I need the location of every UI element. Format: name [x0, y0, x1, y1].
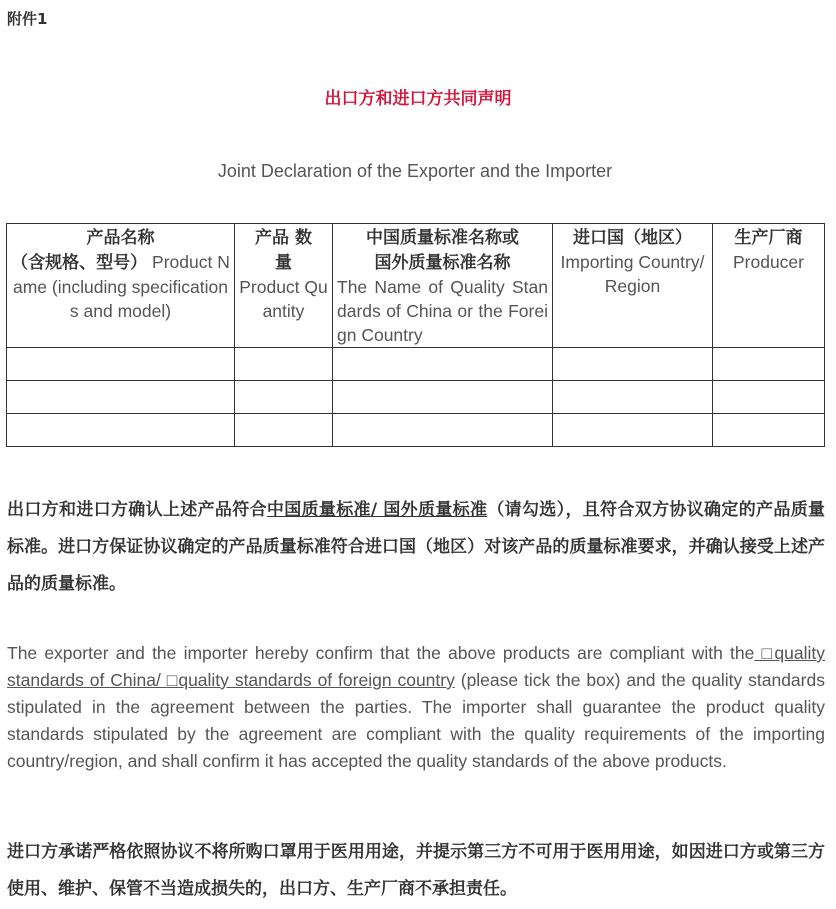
commitment-paragraph-cn: 进口方承诺严格依照协议不将所购口罩用于医用用途，并提示第三方不可用于医用用途，如因进口方或第三方使用、维护、保管不当造成损失的，出口方、生产厂商不承担责任。: [7, 842, 825, 899]
header-producer-cn: 生产厂商: [734, 228, 803, 248]
header-importing-country-cn: 进口国（地区）: [573, 228, 692, 248]
title-english: Joint Declaration of the Exporter and the Importer: [217, 161, 613, 181]
title-chinese: 出口方和进口方共同声明: [324, 89, 512, 109]
header-quality-standards: [333, 224, 553, 348]
para2-suffix: (please tick the box) and the quality standards stipulated in the agreement between the parties. The importer shall guarantee the product quality standards stipulated by the agreement are compliant with the quality requirements of the importing country/region, and shall confirm it has accepted the quality standards of the above products.: [7, 670, 825, 771]
table-cell[interactable]: [7, 381, 235, 414]
attachment-label: 附件1: [7, 10, 48, 28]
para2-prefix: The exporter and the importer hereby confirm that the above products are compliant with the: [7, 643, 755, 663]
table-cell[interactable]: [713, 348, 825, 381]
checkbox-china-standard[interactable]: □quality standards of China: [7, 643, 825, 690]
table-cell[interactable]: [553, 348, 713, 381]
header-product-quantity-cn-1: 产品 数: [255, 228, 312, 248]
header-product-name-en: Product Name (including specifications and model): [13, 252, 230, 321]
table-row: [7, 348, 825, 381]
table-cell[interactable]: [713, 381, 825, 414]
table-cell[interactable]: [333, 414, 553, 447]
header-quality-standards-cn-2: 国外质量标准名称: [374, 253, 511, 273]
declaration-table: [6, 223, 825, 447]
table-cell[interactable]: [235, 414, 333, 447]
table-row: [7, 381, 825, 414]
confirmation-paragraph-en: [7, 640, 825, 775]
header-product-quantity-cn-2: 量: [275, 253, 292, 273]
para1-suffix: （请勾选），且符合双方协议确定的产品质量标准。进口方保证协议确定的产品质量标准符合进口国（地区）对该产品的质量标准要求，并确认接受上述产品的质量标准。: [7, 500, 826, 594]
header-importing-country: [553, 224, 713, 348]
option-china-standard[interactable]: 中国质量标准: [266, 500, 371, 520]
table-cell[interactable]: [235, 381, 333, 414]
option-separator: /: [370, 500, 384, 520]
header-producer: [713, 224, 825, 348]
checkbox-separator: /: [155, 670, 167, 690]
table-cell[interactable]: [553, 414, 713, 447]
table-cell[interactable]: [333, 381, 553, 414]
header-producer-en: Producer: [732, 252, 804, 272]
header-quality-standards-en: The Name of Quality Standards of China or the Foreign Country: [337, 277, 548, 345]
table-cell[interactable]: [7, 414, 235, 447]
table-cell[interactable]: [7, 348, 235, 381]
option-foreign-standard[interactable]: 国外质量标准: [383, 500, 488, 520]
header-importing-country-en: Importing Country/Region: [560, 252, 705, 296]
para1-prefix: 出口方和进口方确认上述产品符合: [7, 500, 267, 520]
confirmation-paragraph-cn: [7, 492, 825, 603]
table-row: [7, 414, 825, 447]
header-quality-standards-cn-1: 中国质量标准名称或: [366, 228, 519, 248]
header-product-name: [7, 224, 235, 348]
table-cell[interactable]: [553, 381, 713, 414]
checkbox-foreign-standard[interactable]: □quality standards of foreign country: [166, 670, 455, 690]
table-cell[interactable]: [235, 348, 333, 381]
header-product-name-cn-1: 产品名称: [86, 228, 155, 248]
table-cell[interactable]: [713, 414, 825, 447]
table-header-row: [7, 224, 825, 348]
table-cell[interactable]: [333, 348, 553, 381]
header-product-quantity: [235, 224, 333, 348]
header-product-name-cn-2: （含规格、型号）: [11, 253, 148, 273]
header-product-quantity-en: Product Quantity: [239, 277, 328, 321]
